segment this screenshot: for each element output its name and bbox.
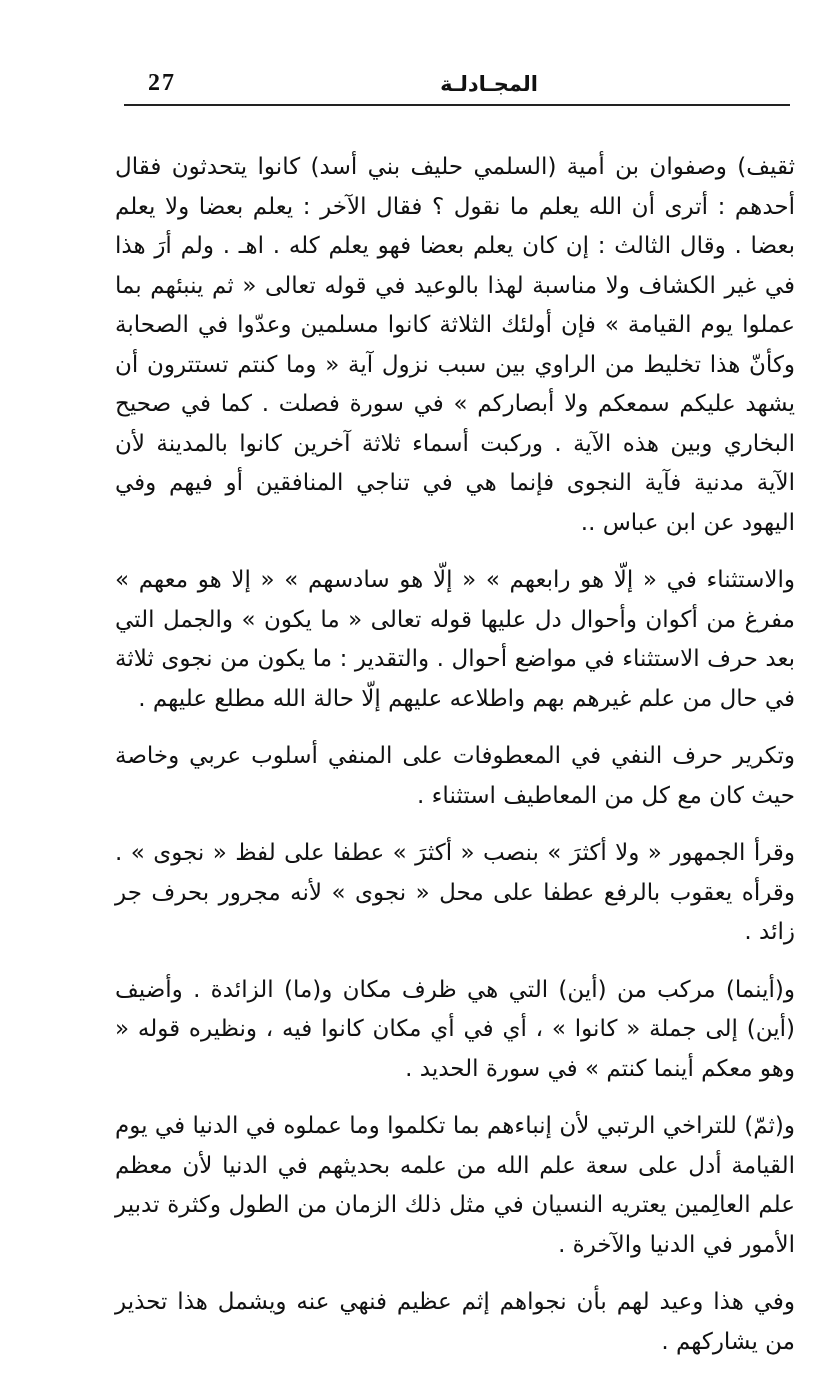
paragraph: وتكرير حرف النفي في المعطوفات على المنفي أسلوب عربي وخاصة حيث كان مع كل من المعاطيف استثناء .: [115, 743, 795, 809]
body-text: [115, 148, 795, 1380]
paragraph: والاستثناء في « إلّا هو رابعهم » « إلّا هو سادسهم » « إلا هو معهم » مفرغ من أكوان وأحوال دل عليها قوله تعالى « ما يكون » والجمل التي بعد حرف الاستثناء في مواضع أحوال . والتقدير : ما يكون من نجوى ثلاثة في حال من علم غيرهم بهم واطلاعه عليهم إلّا حالة الله مطلع عليهم .: [115, 567, 795, 712]
paragraph: وفي هذا وعيد لهم بأن نجواهم إثم عظيم فنهي عنه ويشمل هذا تحذير من يشاركهم .: [115, 1289, 795, 1355]
paragraph: ثقيف) وصفوان بن أمية (السلمي حليف بني أسد) كانوا يتحدثون فقال أحدهم : أترى أن الله يعلم ما نقول ؟ فقال الآخر : يعلم بعضا ولا يعلم بعضا . وقال الثالث : إن كان يعلم بعضا فهو يعلم كله . اهـ . ولم أرَ هذا في غير الكشاف ولا مناسبة لهذا بالوعيد في قوله تعالى « ثم ينبئهم بما عملوا يوم القيامة » فإن أولئك الثلاثة كانوا مسلمين وعدّوا في الصحابة وكأنّ هذا تخليط من الراوي بين سبب نزول آية « وما كنتم تستترون أن يشهد عليكم سمعكم ولا أبصاركم » في سورة فصلت . كما في صحيح البخاري وبين هذه الآية . وركبت أسماء ثلاثة آخرين كانوا بالمدينة لأن الآية مدنية فآية النجوى فإنما هي في تناجي المنافقين أو فيهم وفي اليهود عن ابن عباس ..: [115, 154, 795, 536]
paragraph: و(أينما) مركب من (أين) التي هي ظرف مكان و(ما) الزائدة . وأضيف (أين) إلى جملة « كانوا » ، أي في أي مكان كانوا فيه ، ونظيره قوله « وهو معكم أينما كنتم » في سورة الحديد .: [115, 976, 795, 1082]
paragraph: وقرأ الجمهور « ولا أكثرَ » بنصب « أكثرَ » عطفا على لفظ « نجوى » . وقرأه يعقوب بالرفع عطفا على محل « نجوى » لأنه مجرور بحرف جر زائد .: [115, 840, 795, 945]
running-title: المجـادلـة: [440, 72, 538, 96]
header-rule: [124, 104, 790, 106]
paragraph: و(ثمّ) للتراخي الرتبي لأن إنباءهم بما تكلموا وما عملوه في الدنيا في يوم القيامة أدل على سعة علم الله من علمه بحديثهم في الدنيا لأن معظم علم العالِمين يعتريه النسيان في مثل ذلك الزمان من الطول وكثرة تدبير الأمور في الدنيا والآخرة .: [115, 1113, 795, 1258]
page-number: 27: [148, 70, 176, 96]
